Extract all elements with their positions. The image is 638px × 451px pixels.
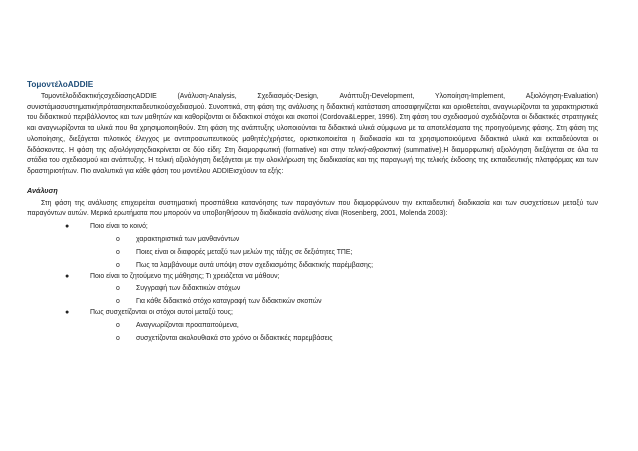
sub-bullet-icon: o	[116, 235, 120, 243]
sub-list-item	[116, 319, 598, 332]
bullet-icon: ●	[65, 223, 70, 231]
sub-list-item	[116, 259, 598, 272]
bullet-icon: ●	[65, 272, 70, 280]
sub-list-item-label: Για κάθε διδακτικό στόχο καταγραφή των διδακτικών σκοπών	[136, 298, 322, 306]
sub-list-item	[116, 233, 598, 246]
intro-paragraph	[27, 92, 598, 178]
sub-bullet-icon: o	[116, 261, 120, 269]
intro-text-1: ΤομοντέλοδιδακτικήςσχεδίασηςADDIE (Ανάλυση-Analysis, Σχεδιασμός-Design, Ανάπτυξη-Development, Υλοποίηση-Implement, Αξιολόγηση-Evaluation) συνιστάμιασυστηματικήπρότασηεκπαιδευτικούσχεδιασμού. Συνοπτικά, στη φάση της ανάλυσης η διδακτική κατάσταση αποσαφηνίζεται και οριοθετείται, αναγνωρίζονται τα χαρακτηριστικά του διδακτικού περιβάλλοντος και των μαθητών και καθορίζονται οι διδακτικοί στόχοι και σκοποί (Cordova&Lepper, 1996). Στη φάση του σχεδιασμού σχεδιάζονται οι διδακτικές στρατηγικές και αναγνωρίζονται τα υλικά που θα χρησιμοποιηθούν. Στη φάση της ανάπτυξης υλοποιούνται τα διδακτικά υλικά σύμφωνα με τα αποτελέσματα της προηγούμενης φάσης. Στη φάση της υλοποίησης, διεξάγεται πιλοτικός έλεγχος με αντιπροσωπευτικούς μαθητές/χρήστες, οριστικοποιείται η διαδικασία και τα χρησιμοποιούμενα διδακτικά υλικά και εκπαιδεύονται οι διδάσκοντες. Η φάση της	[27, 93, 598, 154]
sub-list-item	[116, 332, 598, 345]
sub-list-item-label: Πως τα λαμβάνουμε αυτά υπόψη στον σχεδιασμότης διδακτικής παρέμβασης;	[136, 261, 374, 269]
sub-bullet-icon: o	[116, 285, 120, 293]
list-item	[65, 222, 598, 272]
sub-list	[90, 282, 598, 308]
list-item-label: Ποιο είναι το κοινό;	[90, 223, 148, 231]
list-item-label: Πως συσχετίζονται οι στόχοι αυτοί μεταξύ τους;	[90, 309, 233, 317]
sub-list-item-label: Συγγραφή των διδακτικών στόχων	[136, 285, 241, 293]
list-item	[65, 272, 598, 309]
sub-bullet-icon: o	[116, 248, 120, 256]
bullet-icon: ●	[65, 309, 70, 317]
sub-list	[90, 319, 598, 345]
sub-list-item-label: χαρακτηριστικά των μανθανόντων	[136, 235, 240, 243]
section-paragraph: Στη φάση της ανάλυσης επιχειρείται συστηματική προσπάθεια κατανόησης των παραγόντων που διαμορφώνουν την εκπαιδευτική διαδικασία και των συσχετίσεων μεταξύ των παραγόντων αυτών. Μερικά ερωτήματα που μπορούν να υποβοηθήσουν τη διαδικασία ανάλυσης είναι (Rosenberg, 2001, Molenda 2003):	[27, 199, 598, 218]
sub-bullet-icon: o	[116, 322, 120, 330]
sub-bullet-icon: o	[116, 298, 120, 306]
sub-list-item-label: συσχετίζονται ακολουθιακά στο χρόνο οι διδακτικές παρεμβάσεις	[136, 335, 333, 343]
document-heading: ΤομοντέλοADDIE	[27, 80, 94, 89]
sub-list	[90, 233, 598, 272]
sub-list-item-label: Αναγνωρίζονται προαπαιτούμενα,	[136, 322, 239, 330]
section-title: Ανάλυση	[27, 185, 58, 195]
intro-italic-2: τελική-αθροιστική	[348, 146, 401, 154]
intro-text-2: διακρίνεται σε δύο είδη: Στη διαμορφωτική (formative) και στην	[147, 146, 349, 154]
question-list	[27, 222, 598, 345]
list-item	[65, 308, 598, 345]
sub-list-item	[116, 282, 598, 295]
sub-bullet-icon: o	[116, 335, 120, 343]
intro-text-3: (summative).Η διαμορφωτική αξιολόγηση διεξάγεται σε όλα τα στάδια του σχεδιασμού και ανάπτυξης. Η τελική αξιολόγηση διεξάγεται με την ολοκλήρωση της διαδικασίας και της παραγωγή της τελικής έκδοσης της εκπαιδευτικής πλατφόρμας και των δραστηριοτήτων. Πιο αναλυτικά για κάθε φάση του μοντέλου ADDIEισχύουν τα εξής:	[27, 146, 599, 175]
sub-list-item	[116, 295, 598, 308]
list-item-label: Ποιο είναι το ζητούμενο της μάθησης; Τι χρειάζεται να μάθουν;	[90, 272, 280, 280]
sub-list-item	[116, 246, 598, 259]
sub-list-item-label: Ποιες είναι οι διαφορές μεταξύ των μελών της τάξης σε δεξιότητες ΤΠΕ;	[136, 248, 353, 256]
intro-italic-1: αξιολόγησης	[109, 146, 148, 154]
